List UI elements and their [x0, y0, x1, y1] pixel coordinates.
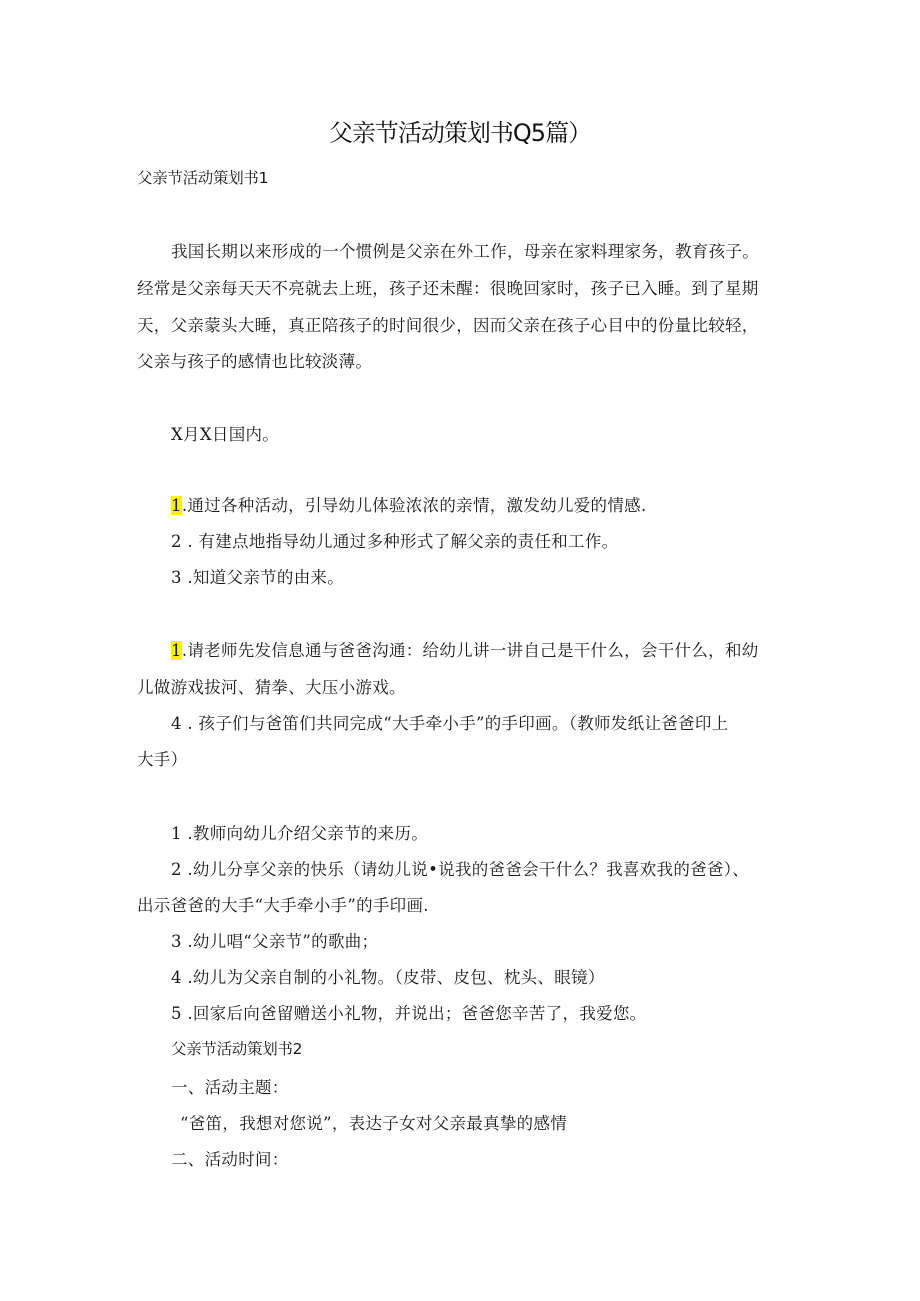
time-label: 二、活动时间：	[171, 1150, 289, 1169]
process-item-2: 2 .幼儿分享父亲的快乐（请幼儿说•说我的爸爸会干什么？我喜欢我的爸爸）、	[171, 860, 750, 879]
document-title: 父亲节活动策划书Q5篇）	[328, 119, 592, 147]
prep-item-1-line-1	[171, 637, 759, 661]
goal-item-1	[171, 492, 647, 516]
highlighted-number: 1	[171, 496, 182, 515]
goal-item-2	[171, 528, 618, 552]
process-item-1: 1 .教师向幼儿介绍父亲节的来历。	[171, 824, 429, 843]
intro-line-1: 我国长期以来形成的一个惯例是父亲在外工作，母亲在家料理家务，教育孩子。	[171, 242, 759, 261]
process-item-3: 3 .幼儿唱“父亲节”的歌曲；	[171, 932, 379, 951]
section1-heading: 父亲节活动策划书1	[137, 169, 269, 187]
process-item-2-cont: 出示爸爸的大手“大手牵小手”的手印画.	[137, 896, 429, 915]
goal-number: 2	[171, 532, 182, 551]
prep-item-4-line-1: 4 . 孩子们与爸笛们共同完成“大手牵小手”的手印画。（教师发纸让爸爸印上	[171, 714, 729, 733]
prep-text: .请老师先发信息通与爸爸沟通：给幼儿讲一讲自己是干什么，会干什么，和幼	[181, 641, 759, 660]
prep-item-4-line-2: 大手）	[137, 750, 188, 769]
goal-text: .通过各种活动，引导幼儿体验浓浓的亲情，激发幼儿爱的情感.	[181, 496, 647, 515]
goal-number: 3	[171, 568, 182, 587]
highlighted-number: 1	[171, 641, 182, 660]
section2-heading: 父亲节活动策划书2	[171, 1040, 303, 1058]
process-item-4: 4 .幼儿为父亲自制的小礼物。（皮带、皮包、枕头、眼镜）	[171, 968, 605, 987]
theme-text: “爸笛，我想对您说”，表达子女对父亲最真挚的感情	[180, 1114, 568, 1133]
goal-text: .知道父亲节的由来。	[181, 568, 345, 587]
intro-line-2: 经常是父亲每天天不亮就去上班，孩子还未醒：很晚回家时，孩子已入睡。到了星期	[137, 279, 759, 298]
date-line: X月X日国内。	[171, 425, 280, 444]
goal-item-3	[171, 564, 344, 588]
process-item-5: 5 .回家后向爸留赠送小礼物，并说出；爸爸您辛苦了，我爱您。	[171, 1004, 647, 1023]
intro-line-3: 天，父亲蒙头大睡，真正陪孩子的时间很少，因而父亲在孩子心目中的份量比较轻，	[137, 316, 759, 335]
intro-line-4: 父亲与孩子的感情也比较淡薄。	[137, 352, 373, 371]
goal-text: . 有建点地指导幼儿通过多种形式了解父亲的责任和工作。	[181, 532, 619, 551]
prep-item-1-line-2: 儿做游戏拔河、猜拳、大压小游戏。	[137, 678, 406, 697]
theme-label: 一、活动主题：	[171, 1078, 289, 1097]
